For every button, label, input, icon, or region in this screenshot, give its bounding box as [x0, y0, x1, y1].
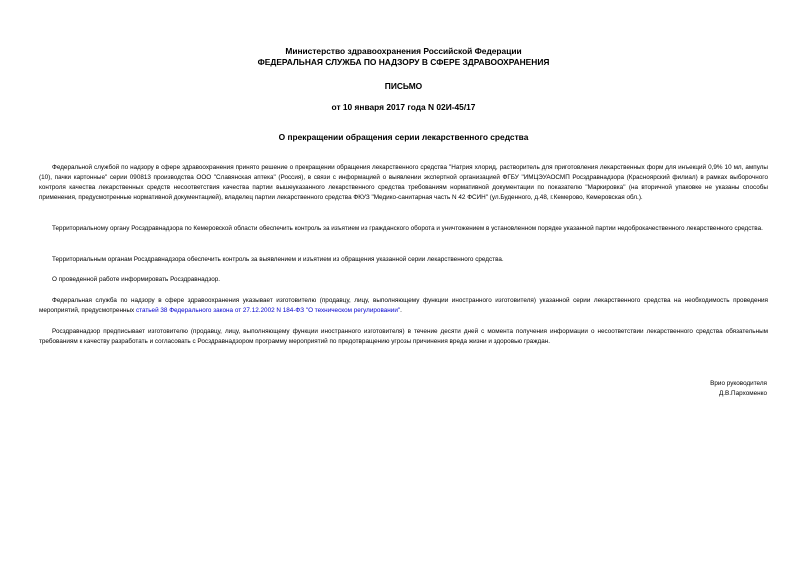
paragraph-inform: О проведенной работе информировать Росздравнадзор. — [52, 276, 221, 283]
paragraph-manufacturer-measures — [39, 296, 768, 316]
signatory-title: Врио руководителя — [710, 380, 767, 387]
paragraph-text: Федеральная служба по надзору в сфере здравоохранения указывает изготовителю (продавцу, лицу, выполняющему функции иностранного изготовителя) указанной серии лекарственного средства на необходимость проведения мероприятий, предусмотренных — [39, 297, 768, 314]
paragraph-territorial-kemerovo: Территориальному органу Росздравнадзора по Кемеровской области обеспечить контроль за изъятием из гражданского оборота и уничтожением в установленном порядке указанной партии недоброкачественного лекарственного средства. — [52, 225, 763, 232]
paragraph-territorial-bodies: Территориальным органам Росздравнадзора обеспечить контроль за выявлением и изъятием из обращения указанной серии лекарственного средства. — [52, 256, 504, 263]
paragraph-text-end: . — [400, 307, 402, 314]
paragraph-decision: Федеральной службой по надзору в сфере здравоохранения принято решение о прекращении обращения лекарственного средства "Натрия хлорид, растворитель для приготовления лекарственных форм для инъекций 0,9% 10 мл, ампулы (10), пачки картонные" серии 090813 производства ООО "Славянская аптека" (Россия), в связи с информацией о выявлении экспертной организацией ФГБУ "ИМЦЭУАОСМП Росздравнадзора (Красноярский филиал) в рамках выборочного контроля качества лекарственных средств несоответствия качества партии вышеуказанного лекарственного средства требованиям нормативной документации по показателю "Маркировка" (на вторичной упаковке не указаны способы применения, предусмотренные нормативной документацией), владелец партии лекарственного средства ФКУЗ "Медико-санитарная часть N 42 ФСИН" (ул.Буденного, д.48, г.Кемерово, Кемеровская обл.). — [39, 164, 768, 201]
signatory-name: Д.В.Пархоменко — [719, 390, 767, 397]
document-date-number: от 10 января 2017 года N 02И-45/17 — [331, 102, 476, 112]
document-subject: О прекращении обращения серии лекарственного средства — [278, 132, 529, 142]
paragraph-prescription: Росздравнадзор предписывает изготовителю (продавцу, лицу, выполняющему функции иностранного изготовителя) в течение десяти дней с момента получения информации о несоответствии лекарственного средства обязательным требованиям к качеству разработать и согласовать с Росздравнадзором программу мероприятий по предотвращению угрозы причинения вреда жизни и здоровью граждан. — [39, 328, 768, 345]
service-name: ФЕДЕРАЛЬНАЯ СЛУЖБА ПО НАДЗОРУ В СФЕРЕ ЗДРАВООХРАНЕНИЯ — [257, 57, 550, 67]
ministry-name: Министерство здравоохранения Российской Федерации — [285, 46, 522, 56]
law-article-link[interactable]: статьей 38 Федерального закона от 27.12.2002 N 184-ФЗ "О техническом регулировании" — [135, 307, 401, 314]
document-type: ПИСЬМО — [384, 81, 423, 91]
